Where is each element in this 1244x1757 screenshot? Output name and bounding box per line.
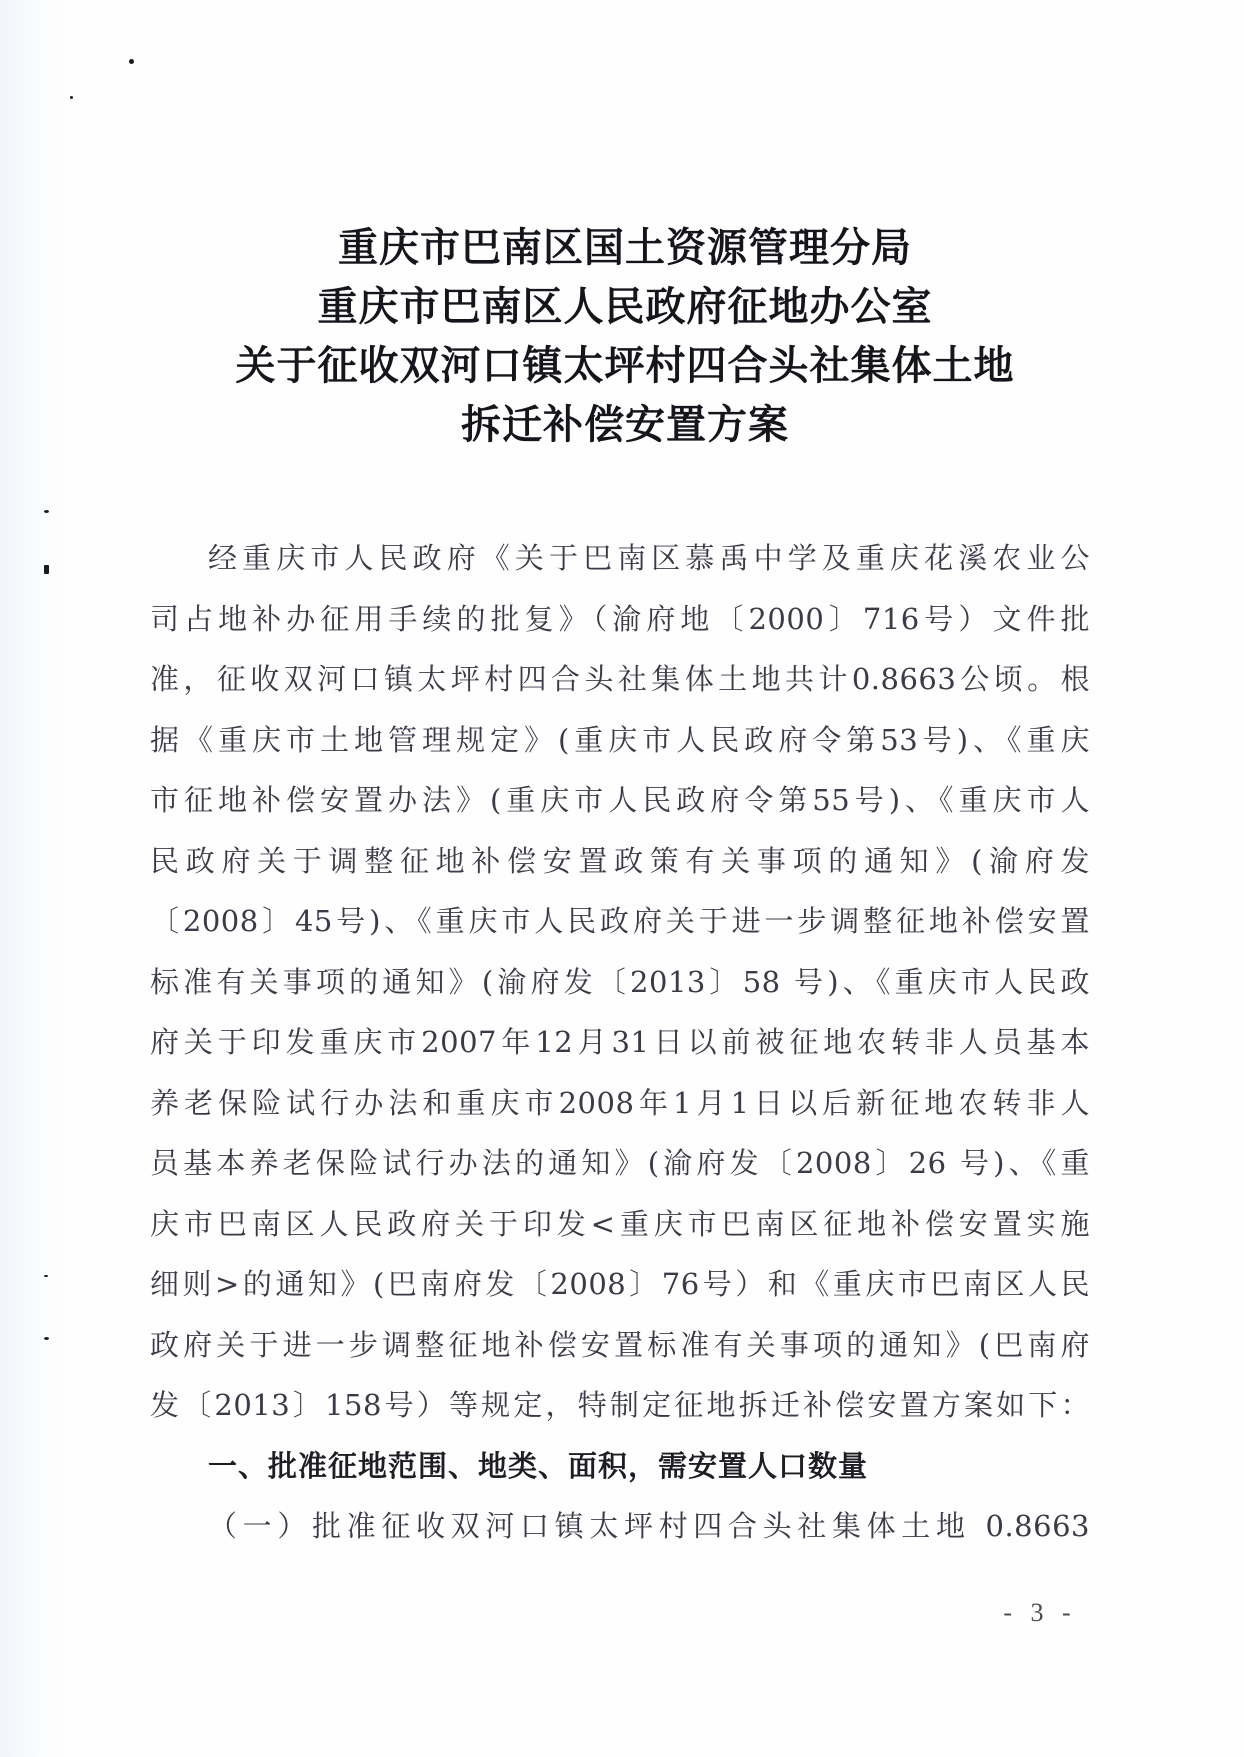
scan-speck — [44, 510, 49, 513]
scan-edge-shade — [0, 0, 70, 1757]
title-line-issuer-2: 重庆市巴南区人民政府征地办公室 — [317, 283, 933, 330]
body-paragraph-line: 据《重庆市土地管理规定》(重庆市人民政府令第53号)、《重庆 — [150, 722, 1090, 757]
body-paragraph-line: 市征地补偿安置办法》(重庆市人民政府令第55号)、《重庆市人 — [150, 783, 1090, 817]
body-paragraph-line: 员基本养老保险试行办法的通知》(渝府发〔2008〕26 号)、《重 — [150, 1146, 1090, 1180]
body-paragraph-line: 养老保险试行办法和重庆市2008年1月1日以后新征地农转非人 — [150, 1085, 1090, 1120]
scan-speck — [44, 1275, 48, 1277]
body-paragraph-line: 庆市巴南区人民政府关于印发<重庆市巴南区征地补偿安置实施 — [150, 1206, 1090, 1241]
body-paragraph-line: 府关于印发重庆市2007年12月31日以前被征地农转非人员基本 — [150, 1025, 1090, 1059]
body-paragraph-line: 司占地补办征用手续的批复》（渝府地〔2000〕716号）文件批 — [150, 601, 1090, 636]
body-paragraph-line: 民政府关于调整征地补偿安置政策有关事项的通知》(渝府发 — [150, 843, 1090, 878]
section-heading: 一、批准征地范围、地类、面积，需安置人口数量 — [208, 1448, 869, 1483]
title-line-subject: 关于征收双河口镇太坪村四合头社集体土地 — [235, 342, 1015, 389]
scan-speck — [129, 59, 134, 64]
title-line-issuer-1: 重庆市巴南区国土资源管理分局 — [338, 224, 912, 271]
body-paragraph-line: 发〔2013〕158号）等规定，特制定征地拆迁补偿安置方案如下： — [150, 1388, 1090, 1422]
scan-speck — [44, 1337, 49, 1340]
scan-speck — [70, 96, 73, 99]
title-line-plan: 拆迁补偿安置方案 — [461, 401, 789, 448]
scan-speck — [44, 565, 49, 574]
body-paragraph-line: 细则>的通知》(巴南府发〔2008〕76号）和《重庆市巴南区人民 — [150, 1267, 1090, 1301]
document-body — [150, 528, 1090, 1557]
body-paragraph-line: 准，征收双河口镇太坪村四合头社集体土地共计0.8663公顷。根 — [150, 662, 1090, 696]
body-paragraph-line: 〔2008〕45号)、《重庆市人民政府关于进一步调整征地补偿安置 — [150, 904, 1090, 938]
page-number: - 3 - — [1003, 1598, 1077, 1627]
body-paragraph-line: 政府关于进一步调整征地补偿安置标准有关事项的通知》(巴南府 — [150, 1327, 1090, 1362]
subsection-line: （一）批准征收双河口镇太坪村四合头社集体土地 0.8663 — [208, 1509, 1090, 1543]
body-paragraph-line: 标准有关事项的通知》(渝府发〔2013〕58 号)、《重庆市人民政 — [150, 964, 1090, 999]
body-paragraph-line: 经重庆市人民政府《关于巴南区慕禹中学及重庆花溪农业公 — [208, 541, 1090, 575]
document-title — [150, 218, 1100, 454]
